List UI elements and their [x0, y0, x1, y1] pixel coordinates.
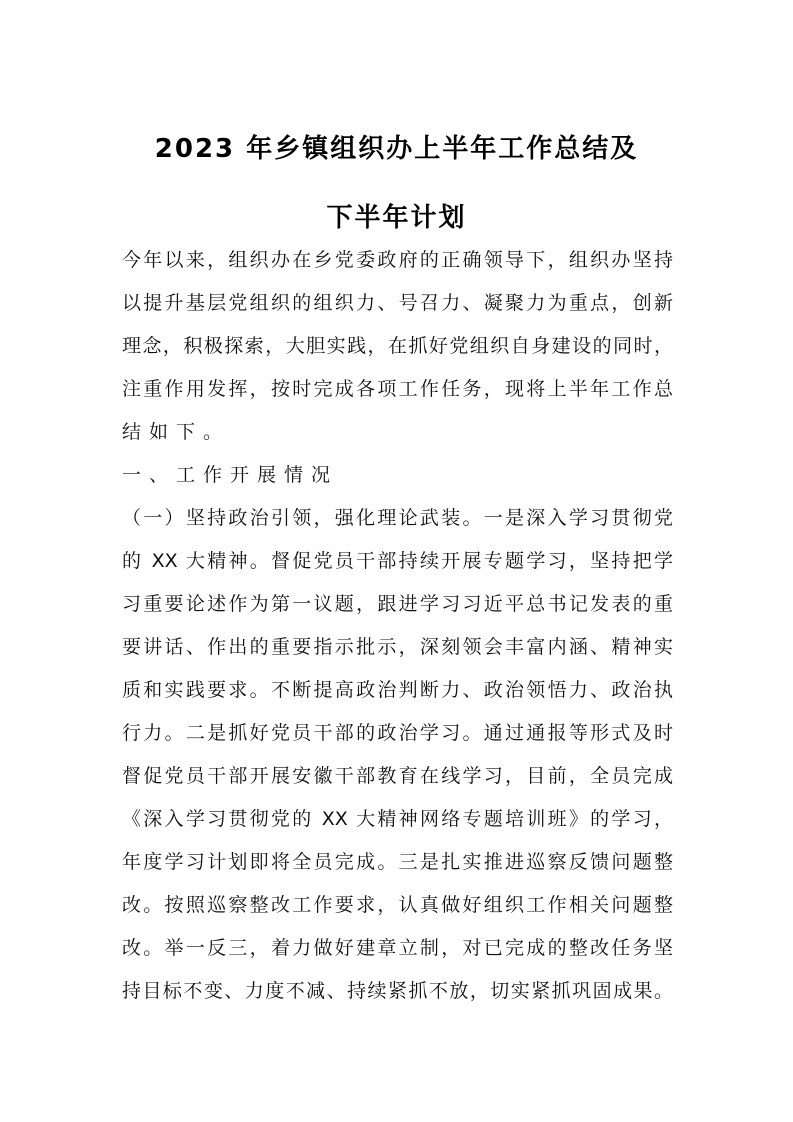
paragraph-line: 习重要论述作为第一议题，跟进学习习近平总书记发表的重: [122, 593, 673, 615]
paragraph-line: 要讲话、作出的重要指示批示，深刻领会丰富内涵、精神实: [122, 636, 673, 658]
paragraph-line: 理念，积极探索，大胆实践，在抓好党组织自身建设的同时，: [122, 335, 673, 357]
paragraph-line: 今年以来，组织办在乡党委政府的正确领导下，组织办坚持: [122, 249, 673, 271]
paragraph-line: 改。按照巡察整改工作要求，认真做好组织工作相关问题整: [122, 894, 673, 916]
paragraph-line: 改。举一反三，着力做好建章立制，对已完成的整改任务坚: [122, 937, 673, 959]
paragraph-line: 年度学习计划即将全员完成。三是扎实推进巡察反馈问题整: [122, 851, 673, 873]
document-subtitle: 下半年计划: [326, 203, 467, 233]
paragraph-line: 《深入学习贯彻党的 XX 大精神网络专题培训班》的学习，: [122, 808, 673, 830]
paragraph-line: 的 XX 大精神。督促党员干部持续开展专题学习，坚持把学: [122, 550, 673, 572]
paragraph-line: 行力。二是抓好党员干部的政治学习。通过通报等形式及时: [122, 722, 673, 744]
paragraph-line: 结如下。: [122, 421, 231, 443]
document-title: 2023 年乡镇组织办上半年工作总结及: [154, 134, 639, 164]
paragraph-line: 督促党员干部开展安徽干部教育在线学习，目前，全员完成: [122, 765, 673, 787]
paragraph-line: 质和实践要求。不断提高政治判断力、政治领悟力、政治执: [122, 679, 673, 701]
paragraph-line: （一）坚持政治引领，强化理论武装。一是深入学习贯彻党: [122, 507, 673, 529]
paragraph-line: 持目标不变、力度不减、持续紧抓不放，切实紧抓巩固成果。: [122, 980, 673, 1002]
paragraph-line: 以提升基层党组织的组织力、号召力、凝聚力为重点，创新: [122, 292, 673, 314]
section-heading: 一、工作开展情况: [122, 464, 339, 486]
paragraph-line: 注重作用发挥，按时完成各项工作任务，现将上半年工作总: [122, 378, 673, 400]
document-body: [122, 241, 673, 1015]
